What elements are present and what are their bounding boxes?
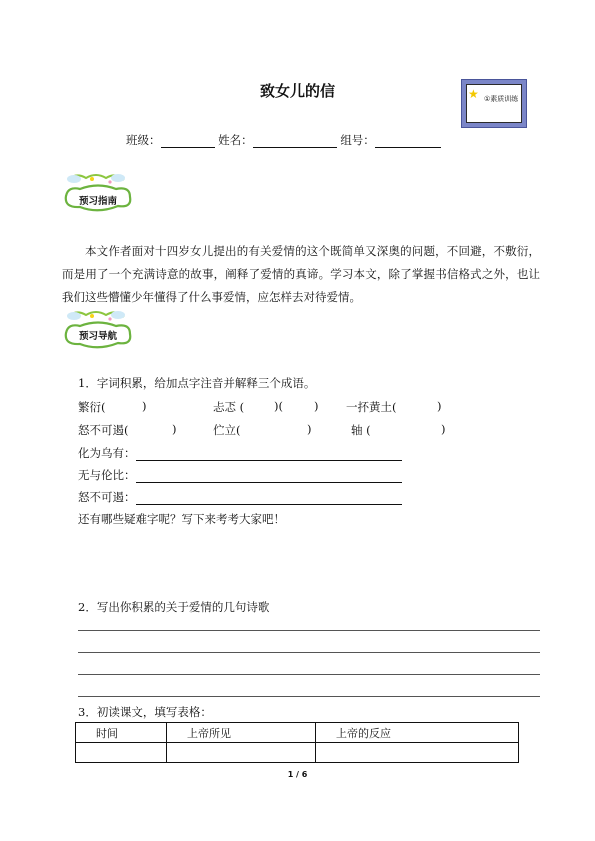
idiom-line-3 [78,489,402,505]
idiom-blank[interactable] [136,448,402,461]
table-row [76,743,519,763]
page-title: 致女儿的信 [259,82,335,100]
q1-row1-c: 一抔黄土( [346,400,397,414]
q1-row2-c: 轴 ( [351,423,371,437]
idiom-blank[interactable] [136,470,402,483]
idiom-label: 怒不可遏： [78,490,136,504]
name-blank[interactable] [253,135,337,148]
stamp-frame [466,84,522,123]
preview-guide-badge [62,170,134,218]
answer-line[interactable] [78,630,540,631]
table-cell[interactable] [316,743,519,763]
q1-row1-a: 繁衍( [78,400,106,414]
answer-line[interactable] [78,652,540,653]
answer-line[interactable] [78,674,540,675]
q1-row1-b-close: ) [314,399,319,413]
idiom-blank[interactable] [136,492,402,505]
preview-nav-label: 预习导航 [78,331,117,342]
table-header-cell: 时间 [76,723,167,743]
q2-heading: 2．写出你积累的关于爱情的几句诗歌 [78,600,270,614]
q1-row2-a-close: ) [172,422,177,436]
idiom-line-2 [78,467,402,483]
class-blank[interactable] [161,135,215,148]
q1-row2-b-close: ) [307,422,312,436]
q1-row2-a: 怒不可遏( [78,423,129,437]
stamp-label: ①素质训练 [484,95,519,103]
q1-row1-c-close: ) [437,399,442,413]
name-label: 姓名： [218,133,253,147]
q1-row2-c-close: ) [441,422,446,436]
preview-guide-label: 预习指南 [78,196,117,207]
preview-nav-badge [62,307,134,355]
star-icon: ★ [468,87,479,101]
q3-table [75,722,519,763]
q1-row1-b-mid: )( [274,399,283,413]
table-cell[interactable] [76,743,167,763]
table-header-row [76,723,519,743]
idiom-label: 化为乌有： [78,446,136,460]
answer-line[interactable] [78,696,540,697]
table-cell[interactable] [167,743,316,763]
q1-heading: 1．字词积累，给加点字注音并解释三个成语。 [78,376,316,390]
idiom-label: 无与伦比： [78,468,136,482]
stamp-box [461,79,527,128]
q1-extra: 还有哪些疑难字呢？写下来考考大家吧！ [78,512,285,526]
q1-row2-b: 伫立( [213,423,241,437]
group-label: 组号： [340,133,375,147]
student-info-line [126,132,441,148]
group-blank[interactable] [375,135,441,148]
q1-row1-b: 忐忑 ( [213,400,245,414]
q1-row1-a-close: ) [142,399,147,413]
idiom-line-1 [78,445,402,461]
table-header-cell: 上帝的反应 [316,723,519,743]
q3-heading: 3．初读课文，填写表格： [78,705,212,719]
page-number: 1 / 6 [287,770,308,779]
intro-paragraph: 本文作者面对十四岁女儿提出的有关爱情的这个既简单又深奥的问题，不回避，不敷衍，而是用了一个充满诗意的故事，阐释了爱情的真谛。学习本文，除了掌握书信格式之外，也让我们这些懵懂少年懂得了什么事爱情，应怎样去对待爱情。 [62,244,540,304]
table-header-cell: 上帝所见 [167,723,316,743]
class-label: 班级： [126,133,161,147]
